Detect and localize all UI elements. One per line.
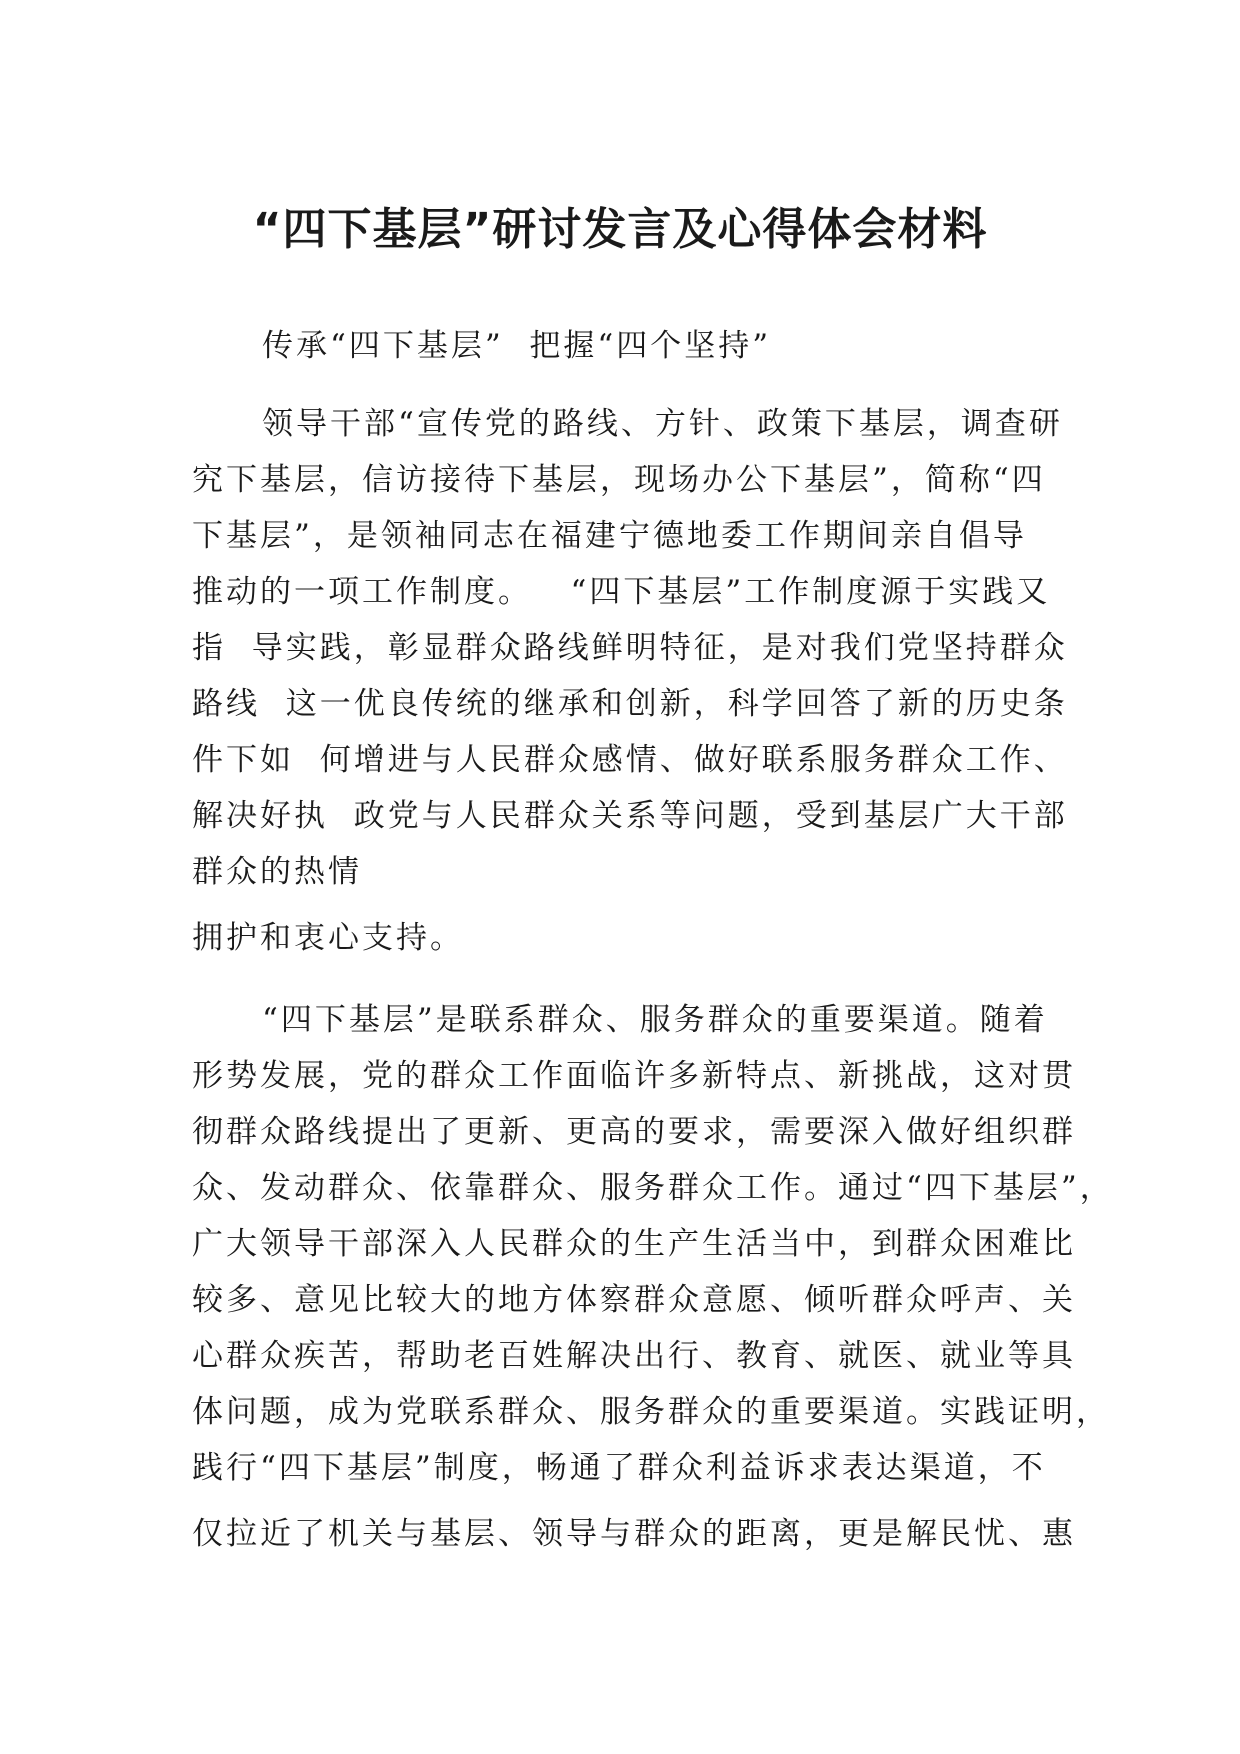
document-title: “四下基层”研讨发言及心得体会材料 — [252, 204, 988, 255]
body-line: 彻群众路线提出了更新、更高的要求，需要深入做好组织群 — [192, 1114, 1076, 1150]
body-line: 路线 这一优良传统的继承和创新，科学回答了新的历史条 — [192, 686, 1068, 722]
body-line: 群众的热情 — [192, 854, 362, 890]
body-line: 体问题，成为党联系群众、服务群众的重要渠道。实践证明， — [192, 1394, 1110, 1430]
subheading: 传承“四下基层” 把握“四个坚持” — [262, 328, 772, 364]
body-line: 下基层”，是领袖同志在福建宁德地委工作期间亲自倡导 — [192, 518, 1027, 554]
body-line: 形势发展，党的群众工作面临许多新特点、新挑战，这对贯 — [192, 1058, 1076, 1094]
body-line: 究下基层，信访接待下基层，现场办公下基层”，简称“四 — [192, 462, 1046, 498]
body-line: 推动的一项工作制度。 “四下基层”工作制度源于实践又 — [192, 574, 1051, 610]
body-line: 解决好执 政党与人民群众关系等问题，受到基层广大干部 — [192, 798, 1068, 834]
body-line: 心群众疾苦，帮助老百姓解决出行、教育、就医、就业等具 — [192, 1338, 1076, 1374]
body-line: 领导干部“宣传党的路线、方针、政策下基层，调查研 — [262, 406, 1063, 442]
body-line: 件下如 何增进与人民群众感情、做好联系服务群众工作、 — [192, 742, 1068, 778]
body-line: 拥护和衷心支持。 — [192, 920, 464, 956]
body-line: 广大领导干部深入人民群众的生产生活当中，到群众困难比 — [192, 1226, 1076, 1262]
body-line: 指 导实践，彰显群众路线鲜明特征，是对我们党坚持群众 — [192, 630, 1068, 666]
body-line: 践行“四下基层”制度，畅通了群众利益诉求表达渠道，不 — [192, 1450, 1046, 1486]
body-line: 仅拉近了机关与基层、领导与群众的距离，更是解民忧、惠 — [192, 1516, 1076, 1552]
body-line: 众、发动群众、依靠群众、服务群众工作。通过“四下基层”， — [192, 1170, 1114, 1206]
body-line: “四下基层”是联系群众、服务群众的重要渠道。随着 — [262, 1002, 1048, 1038]
body-line: 较多、意见比较大的地方体察群众意愿、倾听群众呼声、关 — [192, 1282, 1076, 1318]
